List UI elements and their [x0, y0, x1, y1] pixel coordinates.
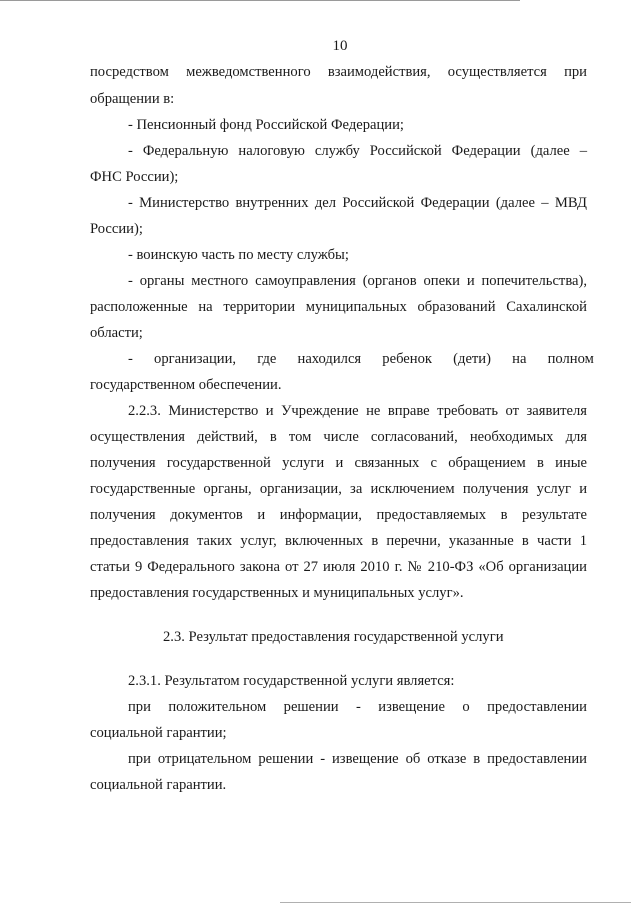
paragraph-line: посредством межведомственного взаимодействия, осуществляется при [90, 64, 587, 80]
paragraph-line: России); [90, 221, 143, 237]
paragraph-line: получения документов и информации, предоставляемых в результате [90, 507, 587, 523]
list-item-interior-ministry: - Министерство внутренних дел Российской Федерации (далее – МВД [128, 195, 587, 211]
list-item-military-unit: - воинскую часть по месту службы; [128, 247, 349, 263]
list-item-organizations: - организации, где находился ребенок (дети) на полном [128, 351, 594, 367]
result-negative-line: при отрицательном решении - извещение об отказе в предоставлении [128, 751, 587, 767]
list-item-local-government: - органы местного самоуправления (органов опеки и попечительства), [128, 273, 587, 289]
clause-2-2-3-start: 2.2.3. Министерство и Учреждение не вправе требовать от заявителя [128, 403, 587, 419]
scan-bottom-edge-line [280, 902, 631, 903]
paragraph-line: осуществления действий, в том числе согласований, необходимых для [90, 429, 587, 445]
paragraph-line: получения государственной услуги и связанных с обращением в иные [90, 455, 587, 471]
paragraph-line: расположенные на территории муниципальных образований Сахалинской [90, 299, 587, 315]
paragraph-line: государственном обеспечении. [90, 377, 282, 393]
paragraph-line: социальной гарантии; [90, 725, 227, 741]
paragraph-line: предоставления таких услуг, включенных в перечни, указанные в части 1 [90, 533, 587, 549]
result-positive-line: при положительном решении - извещение о предоставлении [128, 699, 587, 715]
scan-top-edge-line [0, 0, 520, 1]
clause-2-3-1: 2.3.1. Результатом государственной услуги является: [128, 673, 455, 689]
paragraph-line: социальной гарантии. [90, 777, 227, 793]
paragraph-line: области; [90, 325, 143, 341]
paragraph-line: статьи 9 Федерального закона от 27 июля 2010 г. № 210-ФЗ «Об организации [90, 559, 587, 575]
list-item-pension-fund: - Пенсионный фонд Российской Федерации; [128, 117, 404, 133]
page-number: 10 [332, 38, 348, 54]
section-heading: 2.3. Результат предоставления государственной услуги [163, 629, 504, 645]
paragraph-line: предоставления государственных и муниципальных услуг». [90, 585, 464, 601]
paragraph-line: ФНС России); [90, 169, 179, 185]
paragraph-line: обращении в: [90, 91, 175, 107]
paragraph-line: государственные органы, организации, за исключением получения услуг и [90, 481, 587, 497]
list-item-tax-service: - Федеральную налоговую службу Российской Федерации (далее – [128, 143, 587, 159]
